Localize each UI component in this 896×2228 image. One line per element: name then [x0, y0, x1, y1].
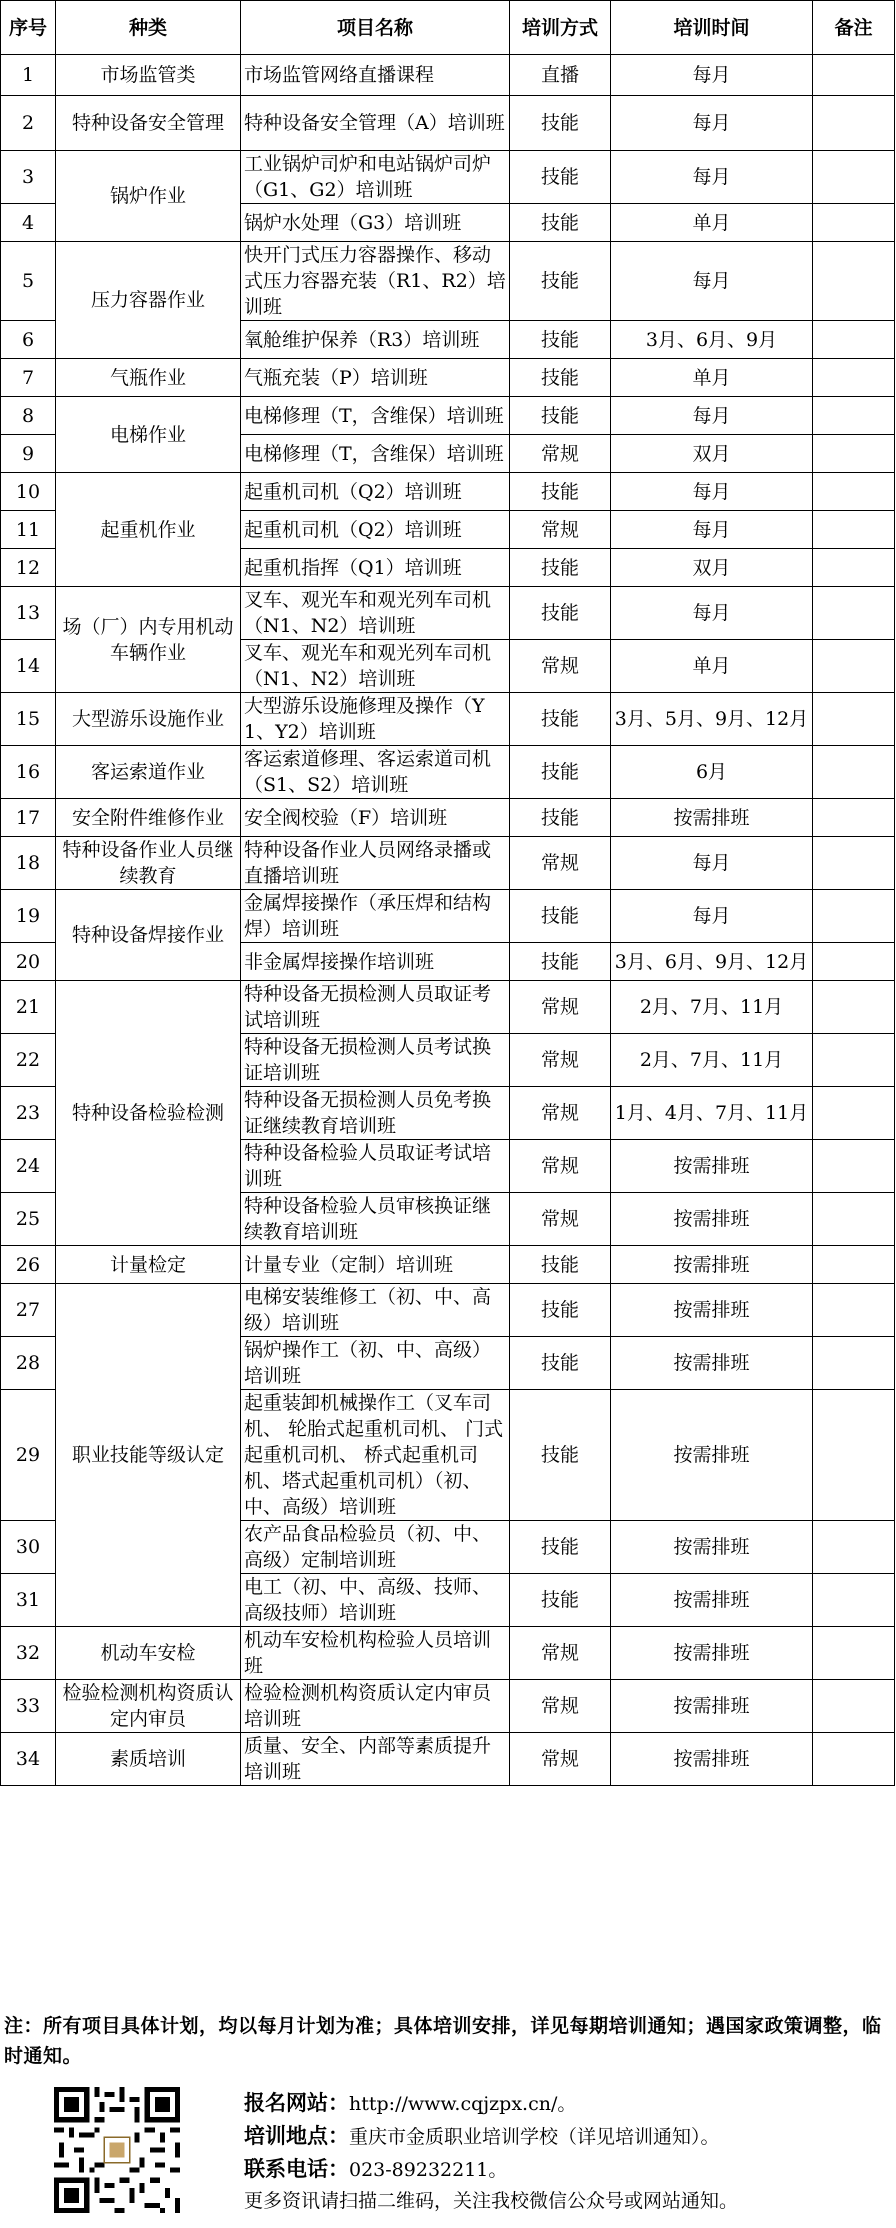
project-name: 快开门式压力容器操作、移动式压力容器充装（R1、R2）培训班 [241, 242, 510, 321]
table-row [1, 587, 895, 640]
table-row [1, 799, 895, 837]
training-method: 常规 [510, 981, 611, 1034]
project-name: 电梯修理（T，含维保）培训班 [241, 397, 510, 435]
remark-cell [813, 359, 895, 397]
contact-info [244, 2087, 738, 2217]
training-time: 每月 [611, 397, 813, 435]
row-number: 32 [1, 1627, 56, 1680]
row-number: 19 [1, 890, 56, 943]
project-name: 气瓶充装（P）培训班 [241, 359, 510, 397]
training-method: 技能 [510, 1521, 611, 1574]
website-label: 报名网站： [244, 2090, 349, 2115]
project-name: 特种设备无损检测人员取证考试培训班 [241, 981, 510, 1034]
training-method: 常规 [510, 511, 611, 549]
training-method: 技能 [510, 96, 611, 151]
training-time: 2月、7月、11月 [611, 1034, 813, 1087]
row-number: 1 [1, 55, 56, 96]
row-number: 24 [1, 1140, 56, 1193]
row-number: 10 [1, 473, 56, 511]
training-method: 常规 [510, 1733, 611, 1786]
remark-cell [813, 1087, 895, 1140]
training-method: 技能 [510, 890, 611, 943]
qr-code-icon [54, 2087, 180, 2213]
table-row [1, 890, 895, 943]
remark-cell [813, 1034, 895, 1087]
project-name: 计量专业（定制）培训班 [241, 1246, 510, 1284]
row-number: 12 [1, 549, 56, 587]
category-cell: 特种设备焊接作业 [56, 890, 241, 981]
training-method: 技能 [510, 359, 611, 397]
project-name: 特种设备检验人员审核换证继续教育培训班 [241, 1193, 510, 1246]
row-number: 22 [1, 1034, 56, 1087]
row-number: 29 [1, 1390, 56, 1521]
remark-cell [813, 837, 895, 890]
training-method: 技能 [510, 943, 611, 981]
row-number: 34 [1, 1733, 56, 1786]
training-time: 按需排班 [611, 1337, 813, 1390]
project-name: 锅炉水处理（G3）培训班 [241, 204, 510, 242]
table-body [1, 55, 895, 1786]
project-name: 起重装卸机械操作工（叉车司机、 轮胎式起重机司机、 门式起重机司机、 桥式起重机司机、塔式起重机司机）（初、中、高级）培训班 [241, 1390, 510, 1521]
project-name: 氧舱维护保养（R3）培训班 [241, 321, 510, 359]
row-number: 6 [1, 321, 56, 359]
category-cell: 计量检定 [56, 1246, 241, 1284]
training-method: 技能 [510, 1284, 611, 1337]
project-name: 锅炉操作工（初、中、高级）培训班 [241, 1337, 510, 1390]
training-method: 技能 [510, 1390, 611, 1521]
remark-cell [813, 890, 895, 943]
table-row [1, 693, 895, 746]
header-time: 培训时间 [611, 1, 813, 55]
category-cell: 特种设备安全管理 [56, 96, 241, 151]
training-time: 3月、6月、9月、12月 [611, 943, 813, 981]
training-method: 技能 [510, 473, 611, 511]
training-time: 单月 [611, 359, 813, 397]
remark-cell [813, 549, 895, 587]
training-time: 按需排班 [611, 1246, 813, 1284]
project-name: 电梯修理（T，含维保）培训班 [241, 435, 510, 473]
row-number: 30 [1, 1521, 56, 1574]
remark-cell [813, 1193, 895, 1246]
remark-cell [813, 1574, 895, 1627]
project-name: 特种设备无损检测人员免考换证继续教育培训班 [241, 1087, 510, 1140]
project-name: 电梯安装维修工（初、中、高级）培训班 [241, 1284, 510, 1337]
row-number: 16 [1, 746, 56, 799]
remark-cell [813, 1733, 895, 1786]
training-method: 常规 [510, 1087, 611, 1140]
training-time: 按需排班 [611, 1284, 813, 1337]
training-time: 6月 [611, 746, 813, 799]
remark-cell [813, 321, 895, 359]
project-name: 起重机指挥（Q1）培训班 [241, 549, 510, 587]
remark-cell [813, 96, 895, 151]
training-method: 技能 [510, 799, 611, 837]
training-time: 每月 [611, 242, 813, 321]
training-method: 技能 [510, 204, 611, 242]
project-name: 农产品食品检验员（初、中、高级）定制培训班 [241, 1521, 510, 1574]
remark-cell [813, 693, 895, 746]
training-time: 按需排班 [611, 1733, 813, 1786]
category-cell: 市场监管类 [56, 55, 241, 96]
row-number: 5 [1, 242, 56, 321]
category-cell: 大型游乐设施作业 [56, 693, 241, 746]
category-cell: 特种设备作业人员继续教育 [56, 837, 241, 890]
training-time: 按需排班 [611, 1140, 813, 1193]
training-method: 技能 [510, 1246, 611, 1284]
training-method: 技能 [510, 746, 611, 799]
category-cell: 电梯作业 [56, 397, 241, 473]
project-name: 工业锅炉司炉和电站锅炉司炉（G1、G2）培训班 [241, 151, 510, 204]
training-method: 技能 [510, 1337, 611, 1390]
training-time: 按需排班 [611, 1627, 813, 1680]
training-time: 按需排班 [611, 799, 813, 837]
category-cell: 压力容器作业 [56, 242, 241, 359]
category-cell: 气瓶作业 [56, 359, 241, 397]
row-number: 28 [1, 1337, 56, 1390]
table-row [1, 1284, 895, 1337]
table-row [1, 837, 895, 890]
table-row [1, 242, 895, 321]
row-number: 18 [1, 837, 56, 890]
row-number: 23 [1, 1087, 56, 1140]
training-time: 单月 [611, 640, 813, 693]
remark-cell [813, 511, 895, 549]
training-method: 技能 [510, 321, 611, 359]
table-row [1, 1733, 895, 1786]
training-time: 按需排班 [611, 1680, 813, 1733]
remark-cell [813, 55, 895, 96]
row-number: 33 [1, 1680, 56, 1733]
project-name: 金属焊接操作（承压焊和结构焊）培训班 [241, 890, 510, 943]
phone-label: 联系电话： [244, 2156, 349, 2181]
training-time: 每月 [611, 473, 813, 511]
category-cell: 锅炉作业 [56, 151, 241, 242]
project-name: 特种设备安全管理（A）培训班 [241, 96, 510, 151]
remark-cell [813, 435, 895, 473]
training-method: 技能 [510, 549, 611, 587]
row-number: 14 [1, 640, 56, 693]
row-number: 15 [1, 693, 56, 746]
website-link[interactable]: http://www.cqjzpx.cn/。 [349, 2093, 577, 2115]
row-number: 9 [1, 435, 56, 473]
table-row [1, 397, 895, 435]
training-method: 技能 [510, 242, 611, 321]
table-header-row [1, 1, 895, 55]
project-name: 检验检测机构资质认定内审员培训班 [241, 1680, 510, 1733]
training-time: 双月 [611, 435, 813, 473]
contact-panel [0, 2081, 894, 2227]
training-time: 每月 [611, 55, 813, 96]
row-number: 2 [1, 96, 56, 151]
address-label: 培训地点： [244, 2123, 349, 2148]
training-method: 技能 [510, 693, 611, 746]
project-name: 起重机司机（Q2）培训班 [241, 511, 510, 549]
remark-cell [813, 1521, 895, 1574]
training-time: 按需排班 [611, 1390, 813, 1521]
row-number: 3 [1, 151, 56, 204]
remark-cell [813, 1246, 895, 1284]
header-category: 种类 [56, 1, 241, 55]
training-time: 按需排班 [611, 1193, 813, 1246]
category-cell: 客运索道作业 [56, 746, 241, 799]
row-number: 4 [1, 204, 56, 242]
table-row [1, 151, 895, 204]
project-name: 质量、安全、内部等素质提升培训班 [241, 1733, 510, 1786]
table-row [1, 746, 895, 799]
project-name: 叉车、观光车和观光列车司机（N1、N2）培训班 [241, 587, 510, 640]
training-method: 常规 [510, 1140, 611, 1193]
table-row [1, 473, 895, 511]
phone-line [244, 2153, 738, 2186]
remark-cell [813, 1337, 895, 1390]
remark-cell [813, 799, 895, 837]
project-name: 安全阀校验（F）培训班 [241, 799, 510, 837]
table-row [1, 981, 895, 1034]
training-time: 每月 [611, 96, 813, 151]
row-number: 21 [1, 981, 56, 1034]
category-cell: 安全附件维修作业 [56, 799, 241, 837]
remark-cell [813, 746, 895, 799]
training-time: 2月、7月、11月 [611, 981, 813, 1034]
training-time: 每月 [611, 511, 813, 549]
training-method: 技能 [510, 587, 611, 640]
training-method: 直播 [510, 55, 611, 96]
training-time: 3月、5月、9月、12月 [611, 693, 813, 746]
project-name: 特种设备检验人员取证考试培训班 [241, 1140, 510, 1193]
training-time: 每月 [611, 890, 813, 943]
row-number: 27 [1, 1284, 56, 1337]
training-time: 每月 [611, 837, 813, 890]
row-number: 26 [1, 1246, 56, 1284]
project-name: 客运索道修理、客运索道司机（S1、S2）培训班 [241, 746, 510, 799]
header-method: 培训方式 [510, 1, 611, 55]
project-name: 叉车、观光车和观光列车司机（N1、N2）培训班 [241, 640, 510, 693]
project-name: 大型游乐设施修理及操作（Y1、Y2）培训班 [241, 693, 510, 746]
training-method: 常规 [510, 1034, 611, 1087]
remark-cell [813, 397, 895, 435]
row-number: 25 [1, 1193, 56, 1246]
project-name: 特种设备无损检测人员考试换证培训班 [241, 1034, 510, 1087]
training-method: 常规 [510, 1193, 611, 1246]
training-time: 1月、4月、7月、11月 [611, 1087, 813, 1140]
phone-value: 023-89232211。 [349, 2159, 508, 2181]
address-line [244, 2120, 738, 2153]
header-no: 序号 [1, 1, 56, 55]
training-method: 技能 [510, 397, 611, 435]
website-line [244, 2087, 738, 2120]
category-cell: 素质培训 [56, 1733, 241, 1786]
category-cell: 起重机作业 [56, 473, 241, 587]
training-time: 按需排班 [611, 1574, 813, 1627]
remark-cell [813, 943, 895, 981]
remark-cell [813, 242, 895, 321]
remark-cell [813, 1627, 895, 1680]
training-method: 技能 [510, 1574, 611, 1627]
row-number: 31 [1, 1574, 56, 1627]
more-info-line: 更多资讯请扫描二维码，关注我校微信公众号或网站通知。 [244, 2190, 739, 2212]
training-method: 常规 [510, 640, 611, 693]
category-cell: 场（厂）内专用机动车辆作业 [56, 587, 241, 693]
header-note: 备注 [813, 1, 895, 55]
row-number: 8 [1, 397, 56, 435]
row-number: 20 [1, 943, 56, 981]
row-number: 13 [1, 587, 56, 640]
category-cell: 职业技能等级认定 [56, 1284, 241, 1627]
footnote: 注：所有项目具体计划，均以每月计划为准；具体培训安排，详见每期培训通知；遇国家政策调整，临时通知。 [4, 2015, 882, 2067]
remark-cell [813, 1284, 895, 1337]
category-cell: 检验检测机构资质认定内审员 [56, 1680, 241, 1733]
training-method: 常规 [510, 1680, 611, 1733]
training-time: 每月 [611, 151, 813, 204]
project-name: 机动车安检机构检验人员培训班 [241, 1627, 510, 1680]
remark-cell [813, 587, 895, 640]
row-number: 11 [1, 511, 56, 549]
training-time: 按需排班 [611, 1521, 813, 1574]
category-cell: 特种设备检验检测 [56, 981, 241, 1246]
project-name: 非金属焊接操作培训班 [241, 943, 510, 981]
remark-cell [813, 1390, 895, 1521]
training-time: 每月 [611, 587, 813, 640]
table-row [1, 1680, 895, 1733]
remark-cell [813, 473, 895, 511]
table-row [1, 1627, 895, 1680]
remark-cell [813, 981, 895, 1034]
table-row [1, 1246, 895, 1284]
category-cell: 机动车安检 [56, 1627, 241, 1680]
remark-cell [813, 151, 895, 204]
remark-cell [813, 640, 895, 693]
remark-cell [813, 1140, 895, 1193]
project-name: 起重机司机（Q2）培训班 [241, 473, 510, 511]
row-number: 17 [1, 799, 56, 837]
project-name: 电工（初、中、高级、技师、高级技师）培训班 [241, 1574, 510, 1627]
project-name: 特种设备作业人员网络录播或直播培训班 [241, 837, 510, 890]
training-method: 常规 [510, 1627, 611, 1680]
table-row [1, 96, 895, 151]
table-row [1, 55, 895, 96]
training-method: 常规 [510, 837, 611, 890]
training-time: 双月 [611, 549, 813, 587]
table-row [1, 359, 895, 397]
training-method: 常规 [510, 435, 611, 473]
header-project: 项目名称 [241, 1, 510, 55]
training-method: 技能 [510, 151, 611, 204]
training-time: 单月 [611, 204, 813, 242]
address-value: 重庆市金质职业培训学校（详见培训通知）。 [349, 2126, 720, 2148]
remark-cell [813, 204, 895, 242]
remark-cell [813, 1680, 895, 1733]
project-name: 市场监管网络直播课程 [241, 55, 510, 96]
training-time: 3月、6月、9月 [611, 321, 813, 359]
row-number: 7 [1, 359, 56, 397]
